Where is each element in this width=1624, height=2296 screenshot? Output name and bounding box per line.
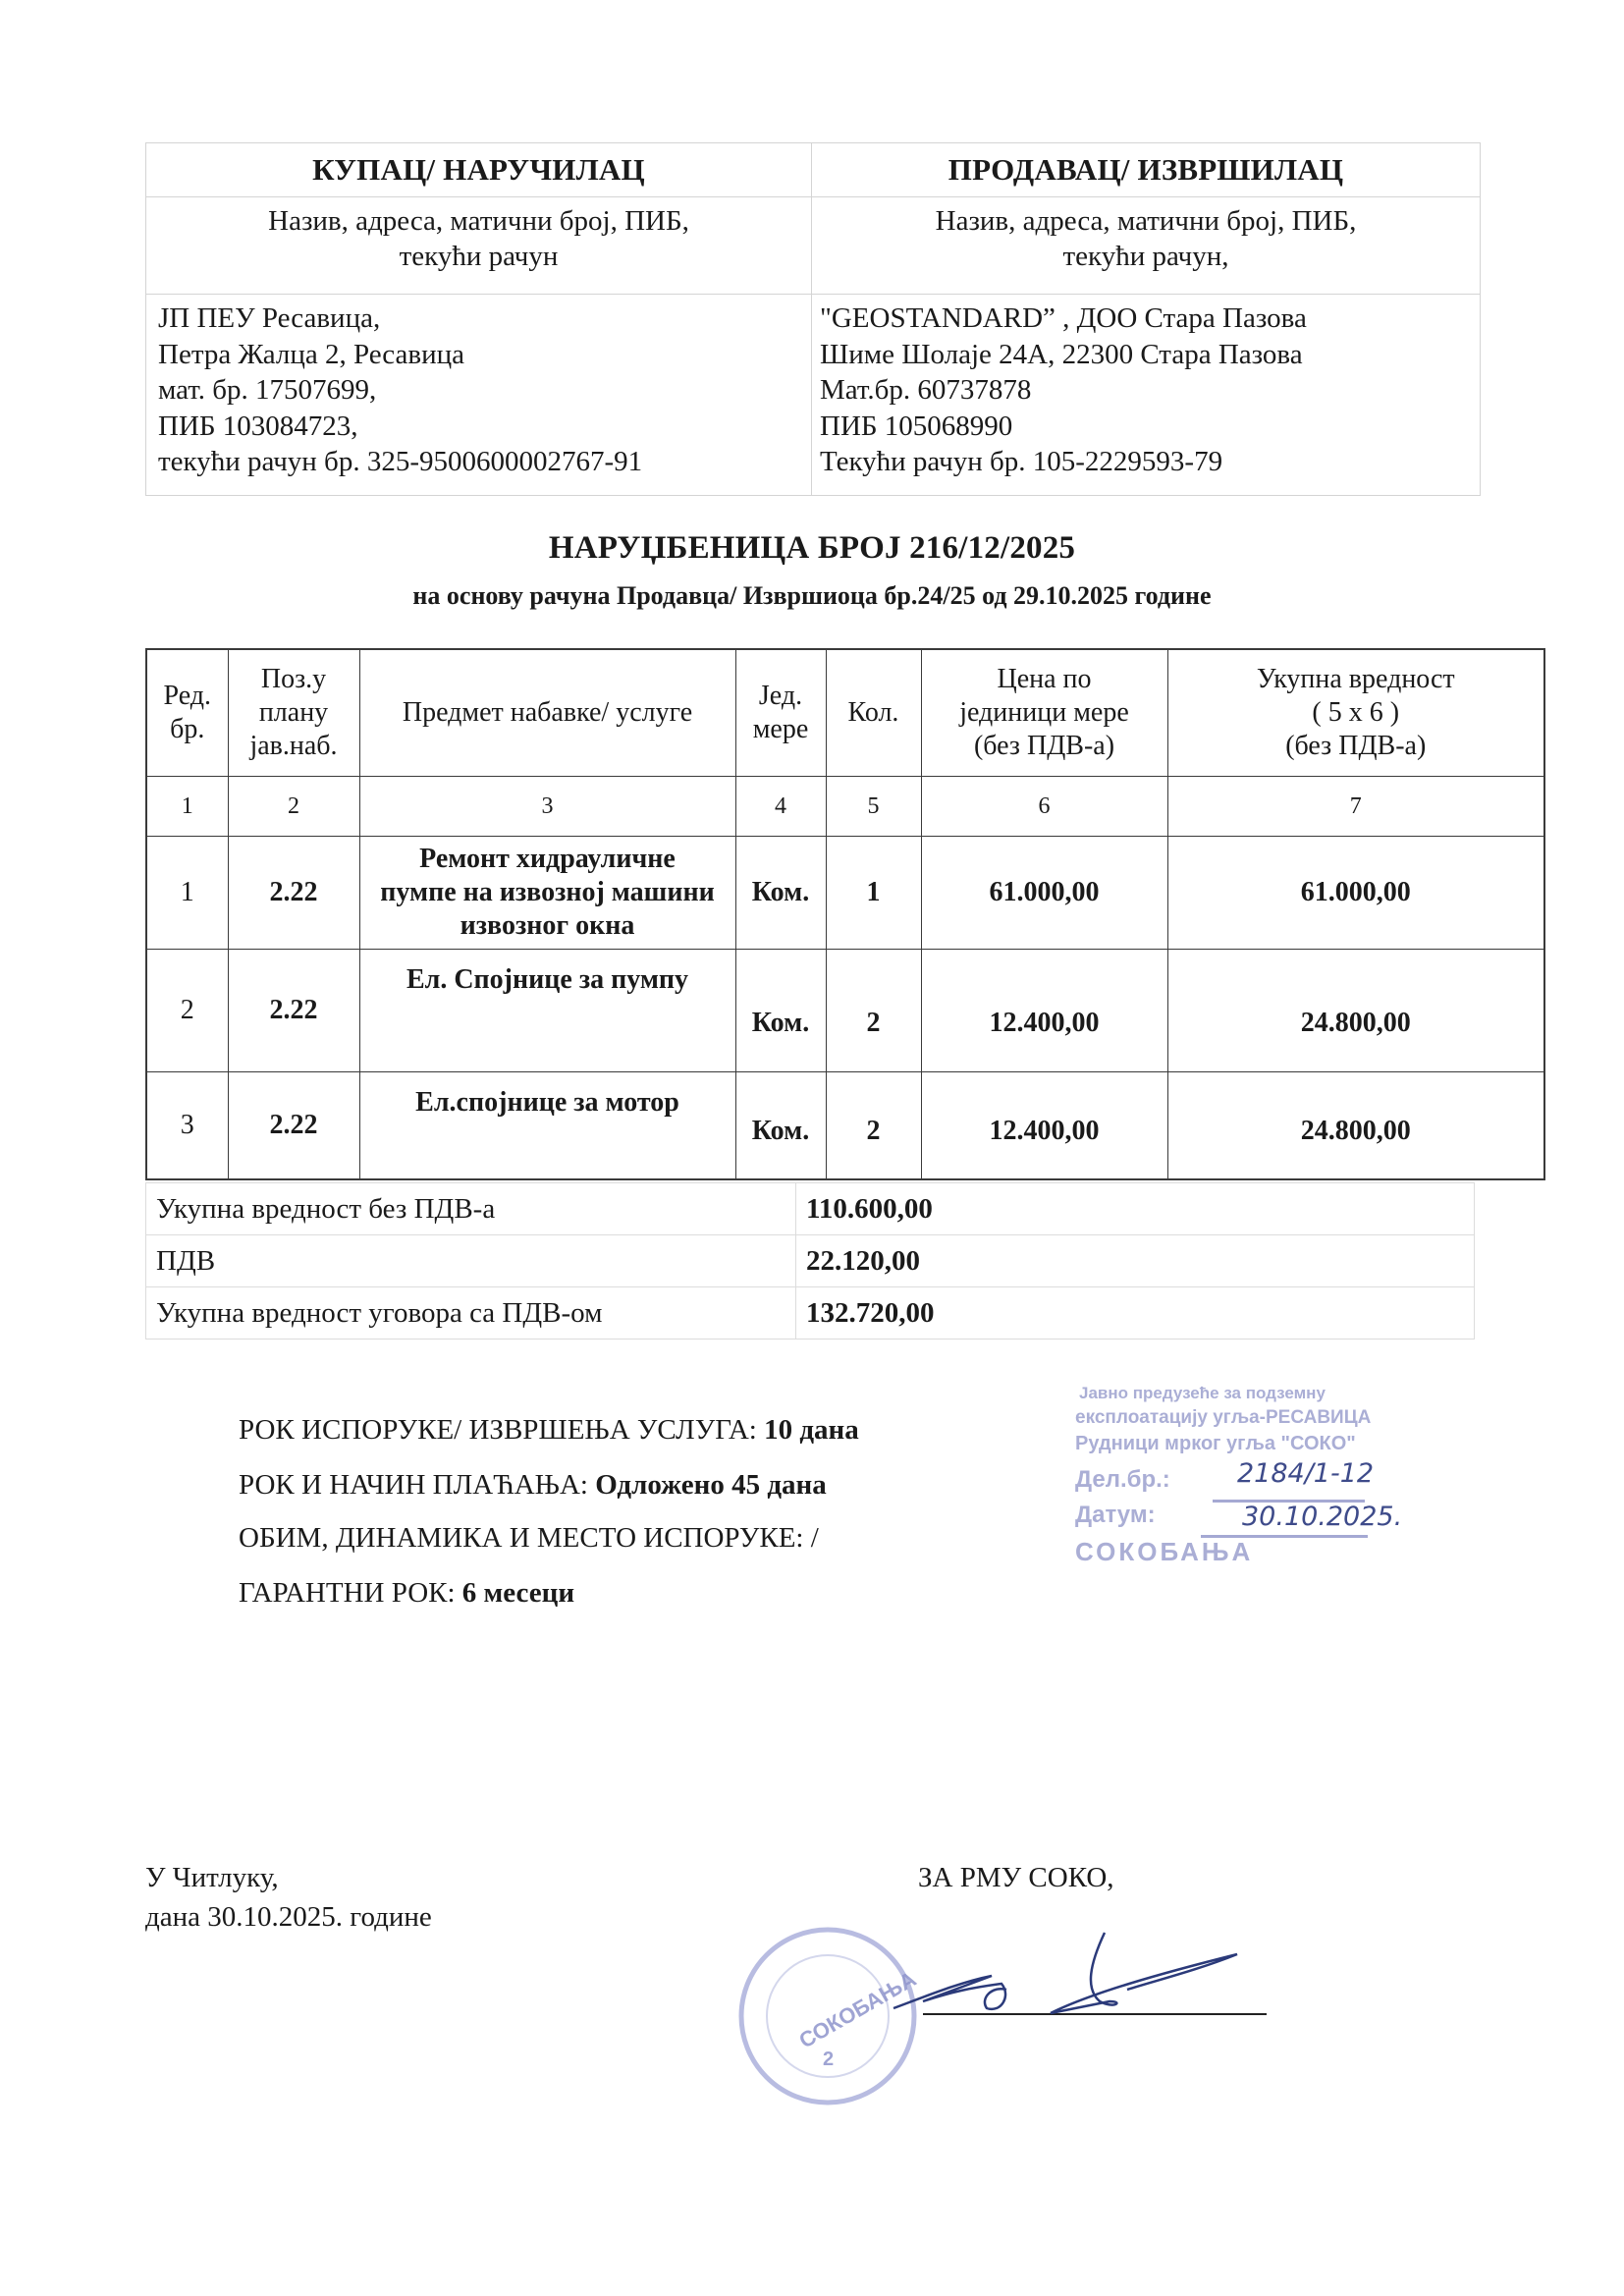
stamp-line: експлоатацију угља-РЕСАВИЦА	[1075, 1407, 1372, 1428]
description-line: извозног окна	[460, 910, 635, 941]
round-stamp-number: 2	[823, 2049, 835, 2070]
seller-header: ПРОДАВАЦ/ ИЗВРШИЛАЦ	[812, 143, 1481, 197]
payment-term	[239, 1469, 827, 1502]
party-table	[145, 142, 1481, 496]
delivery-term	[239, 1414, 859, 1447]
row-quantity: 1	[826, 837, 921, 950]
column-number: 4	[735, 777, 826, 837]
header-text: Јед.	[758, 681, 803, 711]
header-total	[1167, 649, 1544, 777]
row-number: 2	[146, 950, 228, 1072]
row-unit: Ком.	[735, 950, 826, 1072]
received-stamp	[1075, 1380, 1403, 1576]
seller-reg-number: Мат.бр. 60737878	[820, 374, 1032, 406]
stamp-ref-value: 2184/1-12	[1237, 1458, 1375, 1489]
table-row	[146, 1072, 1544, 1180]
header-text: јав.наб.	[249, 731, 338, 761]
header-text: Поз.у	[260, 664, 327, 694]
column-number: 2	[228, 777, 359, 837]
scope-term	[239, 1522, 819, 1555]
header-quantity	[826, 649, 921, 777]
table-row	[146, 837, 1544, 950]
header-text: (без ПДВ-а)	[1285, 731, 1427, 761]
term-value: Одложено 45 дана	[595, 1469, 827, 1501]
row-unit-price: 12.400,00	[921, 1072, 1167, 1180]
column-number: 1	[146, 777, 228, 837]
buyer-bank-account: текући рачун бр. 325-9500600002767-91	[158, 446, 643, 477]
header-text: Ред.	[163, 681, 211, 711]
seller-subheader	[812, 197, 1481, 295]
buyer-tax-id: ПИБ 103084723,	[158, 410, 358, 442]
header-row-number	[146, 649, 228, 777]
totals-value: 22.120,00	[796, 1235, 1475, 1287]
buyer-subheader-line: текући рачун	[399, 241, 559, 272]
totals-table	[145, 1182, 1475, 1339]
description-line: пумпе на извозној машини	[380, 877, 715, 907]
totals-row-vat	[146, 1235, 1475, 1287]
term-label: РОК И НАЧИН ПЛАЋАЊА:	[239, 1469, 588, 1501]
seller-bank-account: Текући рачун бр. 105-2229593-79	[820, 446, 1223, 477]
term-value: 10 дана	[764, 1414, 859, 1446]
description-line: Ремонт хидрауличне	[419, 844, 676, 874]
row-total: 61.000,00	[1167, 837, 1544, 950]
header-text: Укупна вредност	[1256, 664, 1455, 694]
description-line: Ел.спојнице за мотор	[415, 1087, 679, 1118]
row-unit-price: 61.000,00	[921, 837, 1167, 950]
row-description	[359, 950, 735, 1072]
round-stamp-text: СОКОБАЊА	[794, 1966, 921, 2053]
footer-date: дана 30.10.2025. године	[145, 1901, 432, 1933]
buyer-subheader-line: Назив, адреса, матични број, ПИБ,	[268, 205, 689, 237]
row-unit-price: 12.400,00	[921, 950, 1167, 1072]
term-label: ОБИМ, ДИНАМИКА И МЕСТО ИСПОРУКЕ: /	[239, 1522, 819, 1554]
table-header-row	[146, 649, 1544, 777]
row-plan-position: 2.22	[228, 1072, 359, 1180]
row-total: 24.800,00	[1167, 1072, 1544, 1180]
term-label: ГАРАНТНИ РОК:	[239, 1577, 462, 1609]
header-plan-position	[228, 649, 359, 777]
warranty-term	[239, 1577, 574, 1610]
row-plan-position: 2.22	[228, 950, 359, 1072]
header-text: ( 5 x 6 )	[1312, 697, 1400, 728]
header-text: (без ПДВ-а)	[973, 731, 1115, 761]
document-subtitle: на основу рачуна Продавца/ Извршиоца бр.24/25 од 29.10.2025 године	[412, 581, 1212, 610]
row-quantity: 2	[826, 1072, 921, 1180]
totals-label: ПДВ	[146, 1235, 796, 1287]
totals-label: Укупна вредност уговора са ПДВ-ом	[146, 1287, 796, 1339]
totals-value: 110.600,00	[796, 1183, 1475, 1235]
stamp-ref-label: Дел.бр.:	[1075, 1466, 1170, 1493]
row-number: 1	[146, 837, 228, 950]
totals-row-net	[146, 1183, 1475, 1235]
stamp-date-value: 30.10.2025.	[1242, 1502, 1403, 1532]
column-number-row	[146, 777, 1544, 837]
column-number: 5	[826, 777, 921, 837]
column-number: 6	[921, 777, 1167, 837]
header-unit-price	[921, 649, 1167, 777]
seller-tax-id: ПИБ 105068990	[820, 410, 1013, 442]
table-row	[146, 950, 1544, 1072]
seller-subheader-line: текући рачун,	[1062, 241, 1229, 272]
seller-subheader-line: Назив, адреса, матични број, ПИБ,	[935, 205, 1357, 237]
row-total: 24.800,00	[1167, 950, 1544, 1072]
buyer-subheader	[146, 197, 812, 295]
header-text: јединици мере	[959, 697, 1129, 728]
signature-icon	[864, 1915, 1276, 2033]
totals-value: 132.720,00	[796, 1287, 1475, 1339]
buyer-details	[146, 295, 812, 496]
totals-label: Укупна вредност без ПДВ-а	[146, 1183, 796, 1235]
items-table	[145, 648, 1545, 1180]
buyer-address: Петра Жалца 2, Ресавица	[158, 338, 465, 370]
seller-name: "GEOSTANDARD” , ДОО Стара Пазова	[820, 302, 1307, 334]
buyer-name: ЈП ПЕУ Ресавица,	[158, 302, 381, 334]
description-line: Ел. Спојнице за пумпу	[406, 964, 689, 995]
row-quantity: 2	[826, 950, 921, 1072]
column-number: 3	[359, 777, 735, 837]
document-title: НАРУЏБЕНИЦА БРОЈ 216/12/2025	[548, 530, 1076, 566]
stamp-place: СОКОБАЊА	[1075, 1537, 1254, 1566]
footer-signatory: ЗА РМУ СОКО,	[918, 1862, 1114, 1893]
row-unit: Ком.	[735, 837, 826, 950]
header-text: Цена по	[997, 664, 1092, 694]
header-text: Кол.	[847, 697, 899, 728]
row-unit: Ком.	[735, 1072, 826, 1180]
buyer-reg-number: мат. бр. 17507699,	[158, 374, 377, 406]
stamp-date-label: Датум:	[1075, 1502, 1156, 1528]
header-text: бр.	[170, 714, 205, 744]
header-text: Предмет набавке/ услуге	[402, 697, 693, 728]
header-unit	[735, 649, 826, 777]
totals-row-gross	[146, 1287, 1475, 1339]
term-label: РОК ИСПОРУКЕ/ ИЗВРШЕЊА УСЛУГА:	[239, 1414, 757, 1446]
row-description	[359, 1072, 735, 1180]
buyer-header: КУПАЦ/ НАРУЧИЛАЦ	[146, 143, 812, 197]
row-plan-position: 2.22	[228, 837, 359, 950]
term-value: 6 месеци	[461, 1577, 575, 1609]
stamp-line: Рудници мрког угља "СОКО"	[1075, 1433, 1356, 1454]
stamp-line: Јавно предузеће за подземну	[1079, 1384, 1326, 1402]
footer-place: У Читлуку,	[145, 1862, 279, 1893]
column-number: 7	[1167, 777, 1544, 837]
header-text: плану	[258, 697, 329, 728]
header-description	[359, 649, 735, 777]
seller-details	[812, 295, 1481, 496]
header-text: мере	[752, 714, 809, 744]
row-description	[359, 837, 735, 950]
seller-address: Шиме Шолаје 24А, 22300 Стара Пазова	[820, 338, 1303, 370]
row-number: 3	[146, 1072, 228, 1180]
